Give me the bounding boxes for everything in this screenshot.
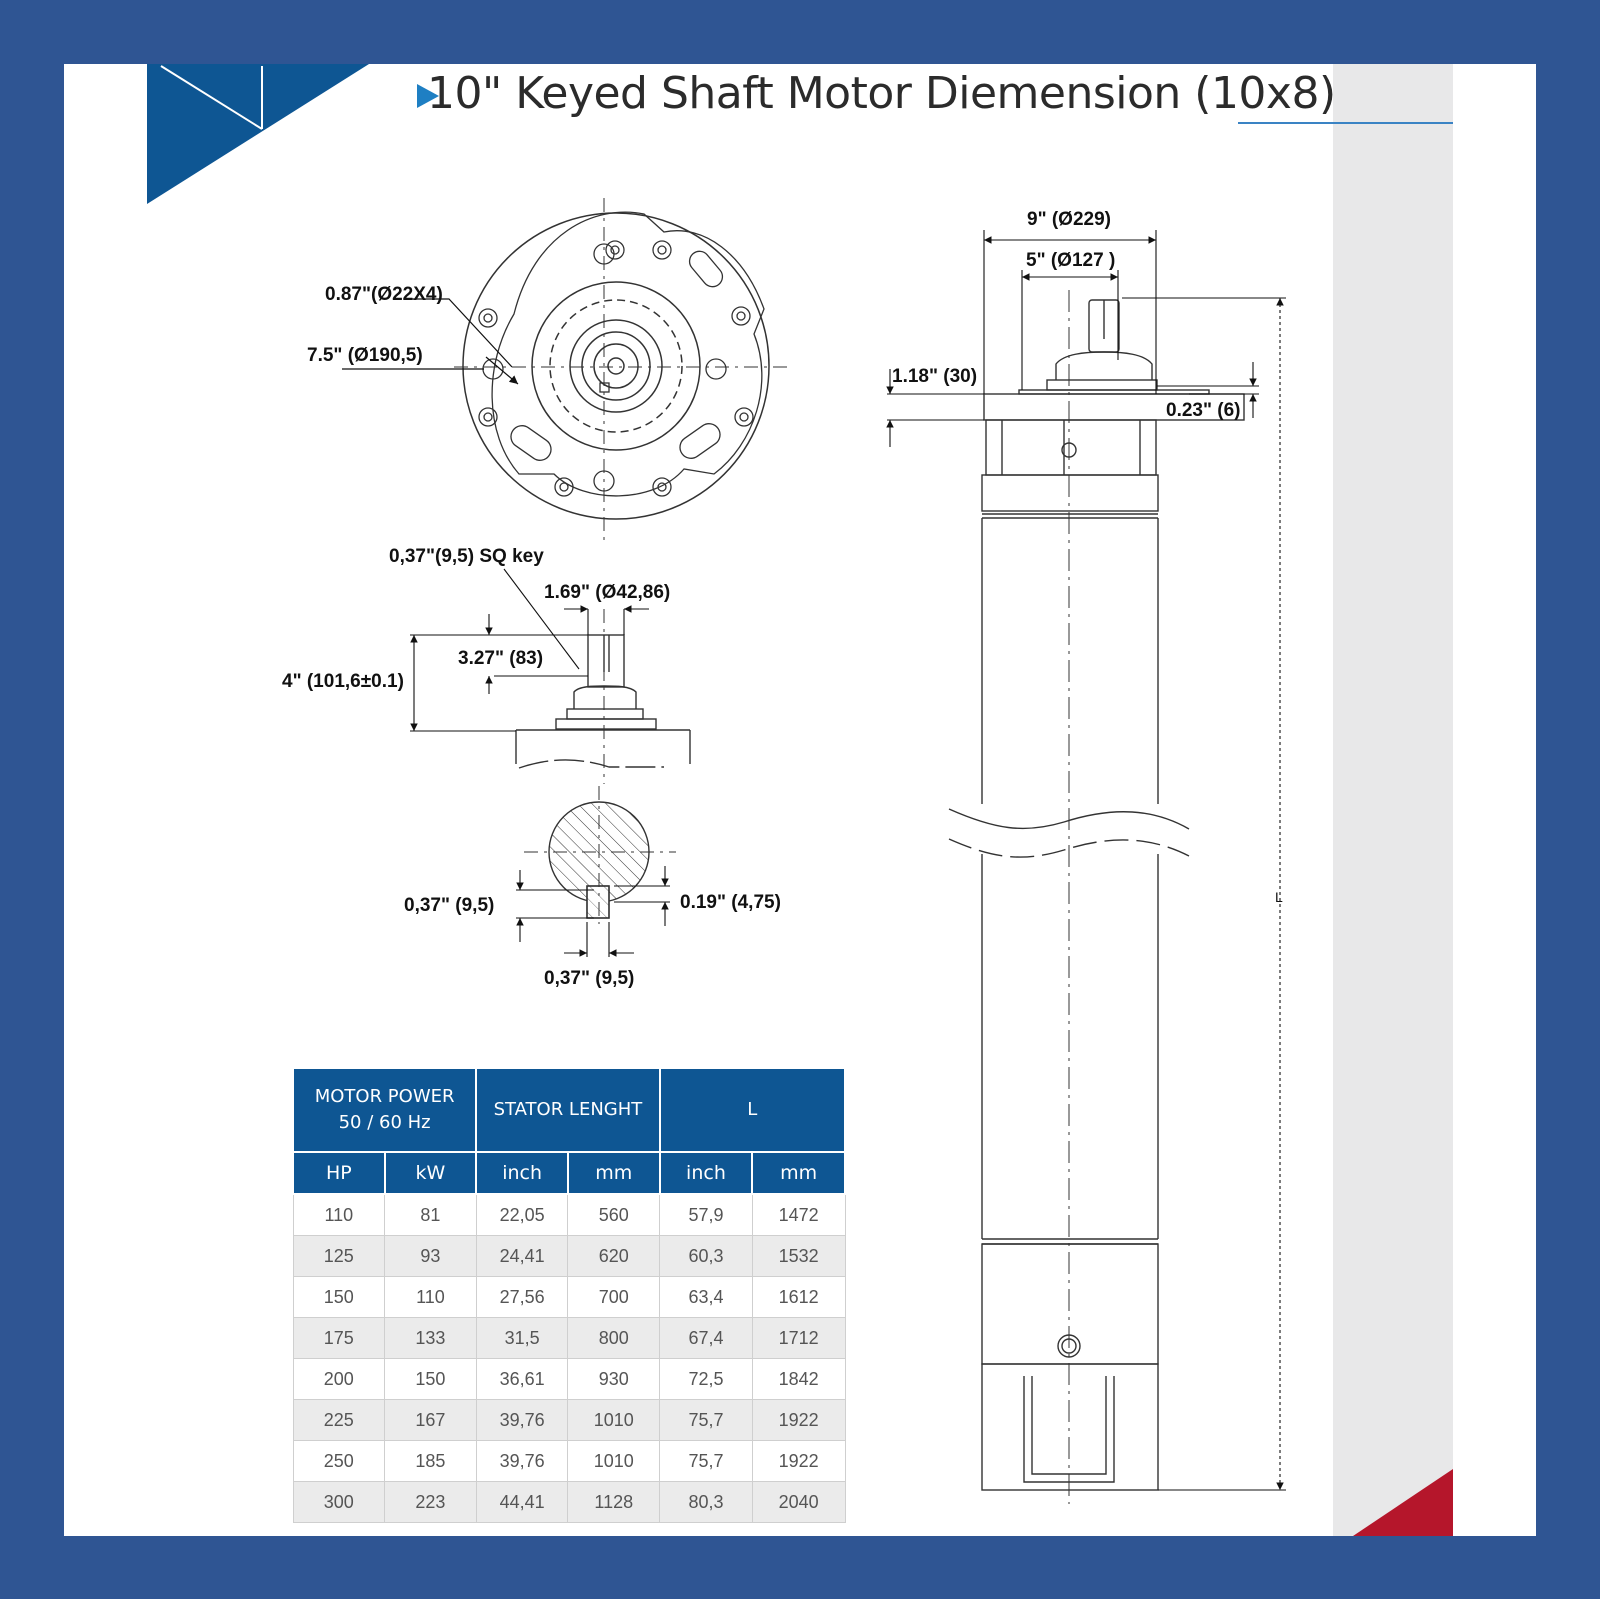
spec-table [292, 1067, 846, 1523]
table-cell: 1922 [752, 1441, 845, 1482]
table-cell: 1128 [568, 1482, 660, 1523]
motor-power-line2: 50 / 60 Hz [338, 1112, 431, 1133]
flange-leaders [342, 299, 518, 384]
table-cell: 223 [385, 1482, 477, 1523]
outer-diameter-label: 9" (Ø229) [1027, 209, 1111, 230]
flange-thickness-label: 1.18" (30) [892, 366, 978, 387]
table-cell: 36,61 [476, 1359, 568, 1400]
key-width-label: 0,37" (9,5) [544, 968, 635, 989]
length-label: L [1275, 889, 1283, 905]
table-row [293, 1400, 845, 1441]
table-cell: 1712 [752, 1318, 845, 1359]
table-cell: 72,5 [660, 1359, 753, 1400]
document-sheet [64, 64, 1536, 1536]
table-cell: 22,05 [476, 1194, 568, 1236]
table-cell: 133 [385, 1318, 477, 1359]
table-cell: 1010 [568, 1441, 660, 1482]
shaft-length-label: 3.27" (83) [458, 648, 544, 669]
table-cell: 63,4 [660, 1277, 753, 1318]
table-cell: 75,7 [660, 1400, 753, 1441]
table-cell: 39,76 [476, 1441, 568, 1482]
bolt-hole-label: 0.87"(Ø22X4) [325, 284, 443, 305]
table-row [293, 1236, 845, 1277]
table-cell: 185 [385, 1441, 477, 1482]
shaft-height-label: 4" (101,6±0.1) [282, 671, 404, 692]
table-cell: 125 [293, 1236, 385, 1277]
col-l-inch: inch [660, 1152, 753, 1194]
table-cell: 75,7 [660, 1441, 753, 1482]
sq-key-label: 0,37"(9,5) SQ key [389, 546, 544, 567]
table-row [293, 1482, 845, 1523]
col-stator-mm: mm [568, 1152, 660, 1194]
key-height-label: 0,37" (9,5) [404, 895, 495, 916]
table-cell: 150 [293, 1277, 385, 1318]
table-cell: 300 [293, 1482, 385, 1523]
table-cell: 700 [568, 1277, 660, 1318]
table-cell: 57,9 [660, 1194, 753, 1236]
table-row [293, 1194, 845, 1236]
table-cell: 930 [568, 1359, 660, 1400]
table-cell: 150 [385, 1359, 477, 1400]
motor-side-view [949, 290, 1244, 1504]
table-cell: 80,3 [660, 1482, 753, 1523]
bolt-circle-label: 7.5" (Ø190,5) [307, 345, 423, 366]
shaft-diameter-label: 1.69" (Ø42,86) [544, 582, 671, 603]
table-cell: 1842 [752, 1359, 845, 1400]
col-kw: kW [385, 1152, 477, 1194]
table-cell: 110 [385, 1277, 477, 1318]
page-title: 10" Keyed Shaft Motor Diemension (10x8) [427, 68, 1336, 119]
table-cell: 200 [293, 1359, 385, 1400]
stator-length-header: STATOR LENGHT [476, 1068, 659, 1152]
table-cell: 67,4 [660, 1318, 753, 1359]
table-cell: 175 [293, 1318, 385, 1359]
flange-top-view [454, 198, 788, 542]
table-cell: 24,41 [476, 1236, 568, 1277]
group-header-row [293, 1068, 845, 1152]
table-cell: 1612 [752, 1277, 845, 1318]
step-label: 0.23" (6) [1166, 400, 1241, 421]
key-depth-label: 0.19" (4,75) [680, 892, 781, 913]
table-cell: 60,3 [660, 1236, 753, 1277]
table-cell: 1532 [752, 1236, 845, 1277]
table-cell: 250 [293, 1441, 385, 1482]
table-cell: 31,5 [476, 1318, 568, 1359]
table-cell: 560 [568, 1194, 660, 1236]
length-header: L [660, 1068, 845, 1152]
table-cell: 93 [385, 1236, 477, 1277]
inner-diameter-label: 5" (Ø127 ) [1026, 250, 1116, 271]
table-row [293, 1277, 845, 1318]
table-cell: 167 [385, 1400, 477, 1441]
col-hp: HP [293, 1152, 385, 1194]
table-cell: 44,41 [476, 1482, 568, 1523]
table-cell: 1922 [752, 1400, 845, 1441]
table-cell: 1472 [752, 1194, 845, 1236]
motor-power-line1: MOTOR POWER [314, 1086, 455, 1107]
col-l-mm: mm [752, 1152, 845, 1194]
table-cell: 620 [568, 1236, 660, 1277]
motor-power-header [293, 1068, 476, 1152]
table-row [293, 1441, 845, 1482]
table-row [293, 1359, 845, 1400]
shaft-section [524, 786, 676, 924]
table-cell: 225 [293, 1400, 385, 1441]
sub-header-row [293, 1152, 845, 1194]
table-cell: 39,76 [476, 1400, 568, 1441]
table-cell: 1010 [568, 1400, 660, 1441]
col-stator-inch: inch [476, 1152, 568, 1194]
table-cell: 27,56 [476, 1277, 568, 1318]
table-cell: 800 [568, 1318, 660, 1359]
table-cell: 81 [385, 1194, 477, 1236]
table-row [293, 1318, 845, 1359]
table-cell: 110 [293, 1194, 385, 1236]
table-cell: 2040 [752, 1482, 845, 1523]
